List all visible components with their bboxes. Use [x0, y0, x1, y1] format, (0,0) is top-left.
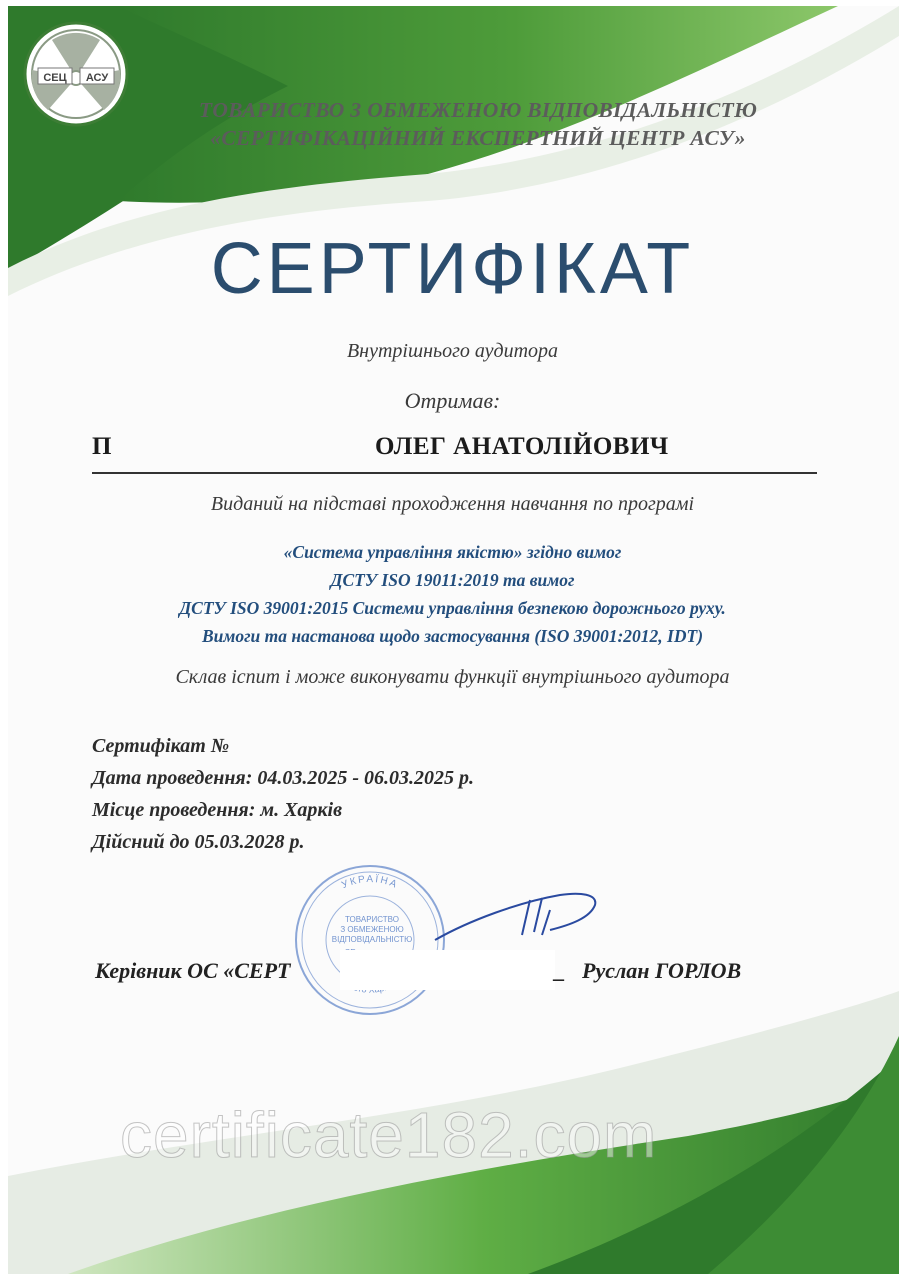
signature-underscore: _: [553, 958, 564, 983]
handwritten-signature: [430, 880, 610, 960]
stamp-center-3: ВІДПОВІДАЛЬНІСТЮ: [331, 935, 413, 944]
program-line-4: Вимоги та настанова щодо застосування (ISO 39001:2012, IDT): [201, 626, 704, 646]
logo-text-right: АСУ: [85, 72, 109, 84]
organization-name: [158, 96, 798, 152]
redaction-block: [340, 950, 555, 990]
signatory-position: Керівник ОС «СЕРТ: [95, 958, 291, 983]
training-program: [0, 538, 905, 650]
valid-until: Дійсний до 05.03.2028 р.: [92, 831, 305, 853]
program-line-2: ДСТУ ISO 19011:2019 та вимог: [330, 570, 575, 590]
watermark: certificate182.com: [120, 1099, 658, 1171]
svg-text:УКРАЇНА: [340, 873, 400, 891]
organization-line-2: «СЕРТИФІКАЦІЙНИЙ ЕКСПЕРТНИЙ ЦЕНТР АСУ»: [210, 126, 746, 150]
certificate-title: СЕРТИФІКАТ: [210, 229, 695, 309]
signatory-name: Руслан ГОРЛОВ: [582, 958, 742, 983]
stamp-top-text: УКРАЇНА: [340, 873, 400, 892]
organization-line-1: ТОВАРИСТВО З ОБМЕЖЕНОЮ ВІДПОВІДАЛЬНІСТЮ: [198, 98, 758, 122]
program-line-1: «Система управління якістю» згідно вимог: [283, 542, 622, 562]
training-place: Місце проведення: м. Харків: [92, 799, 343, 821]
program-line-3: ДСТУ ISO 39001:2015 Системи управління безпекою дорожнього руху.: [179, 598, 726, 618]
stamp-center-2: З ОБМЕЖЕНОЮ: [340, 925, 404, 934]
recipient-initial: П: [92, 433, 112, 460]
issue-basis: Виданий на підставі проходження навчання по програмі: [210, 493, 695, 515]
received-label: Отримав:: [404, 388, 501, 413]
certificate-number: Сертифікат №: [92, 735, 230, 757]
exam-result: Склав іспит і може виконувати функції внутрішнього аудитора: [175, 666, 730, 688]
training-dates: Дата проведення: 04.03.2025 - 06.03.2025 р.: [92, 767, 475, 789]
official-stamp: [290, 860, 450, 1020]
stamp-center-1: ТОВАРИСТВО: [345, 915, 399, 924]
certificate-details: [92, 730, 474, 858]
logo-text-left: СЕЦ: [43, 72, 67, 84]
organization-logo: [22, 20, 130, 128]
certificate-subtitle: Внутрішнього аудитора: [346, 340, 559, 362]
recipient-name: ОЛЕГ АНАТОЛІЙОВИЧ: [375, 433, 669, 460]
